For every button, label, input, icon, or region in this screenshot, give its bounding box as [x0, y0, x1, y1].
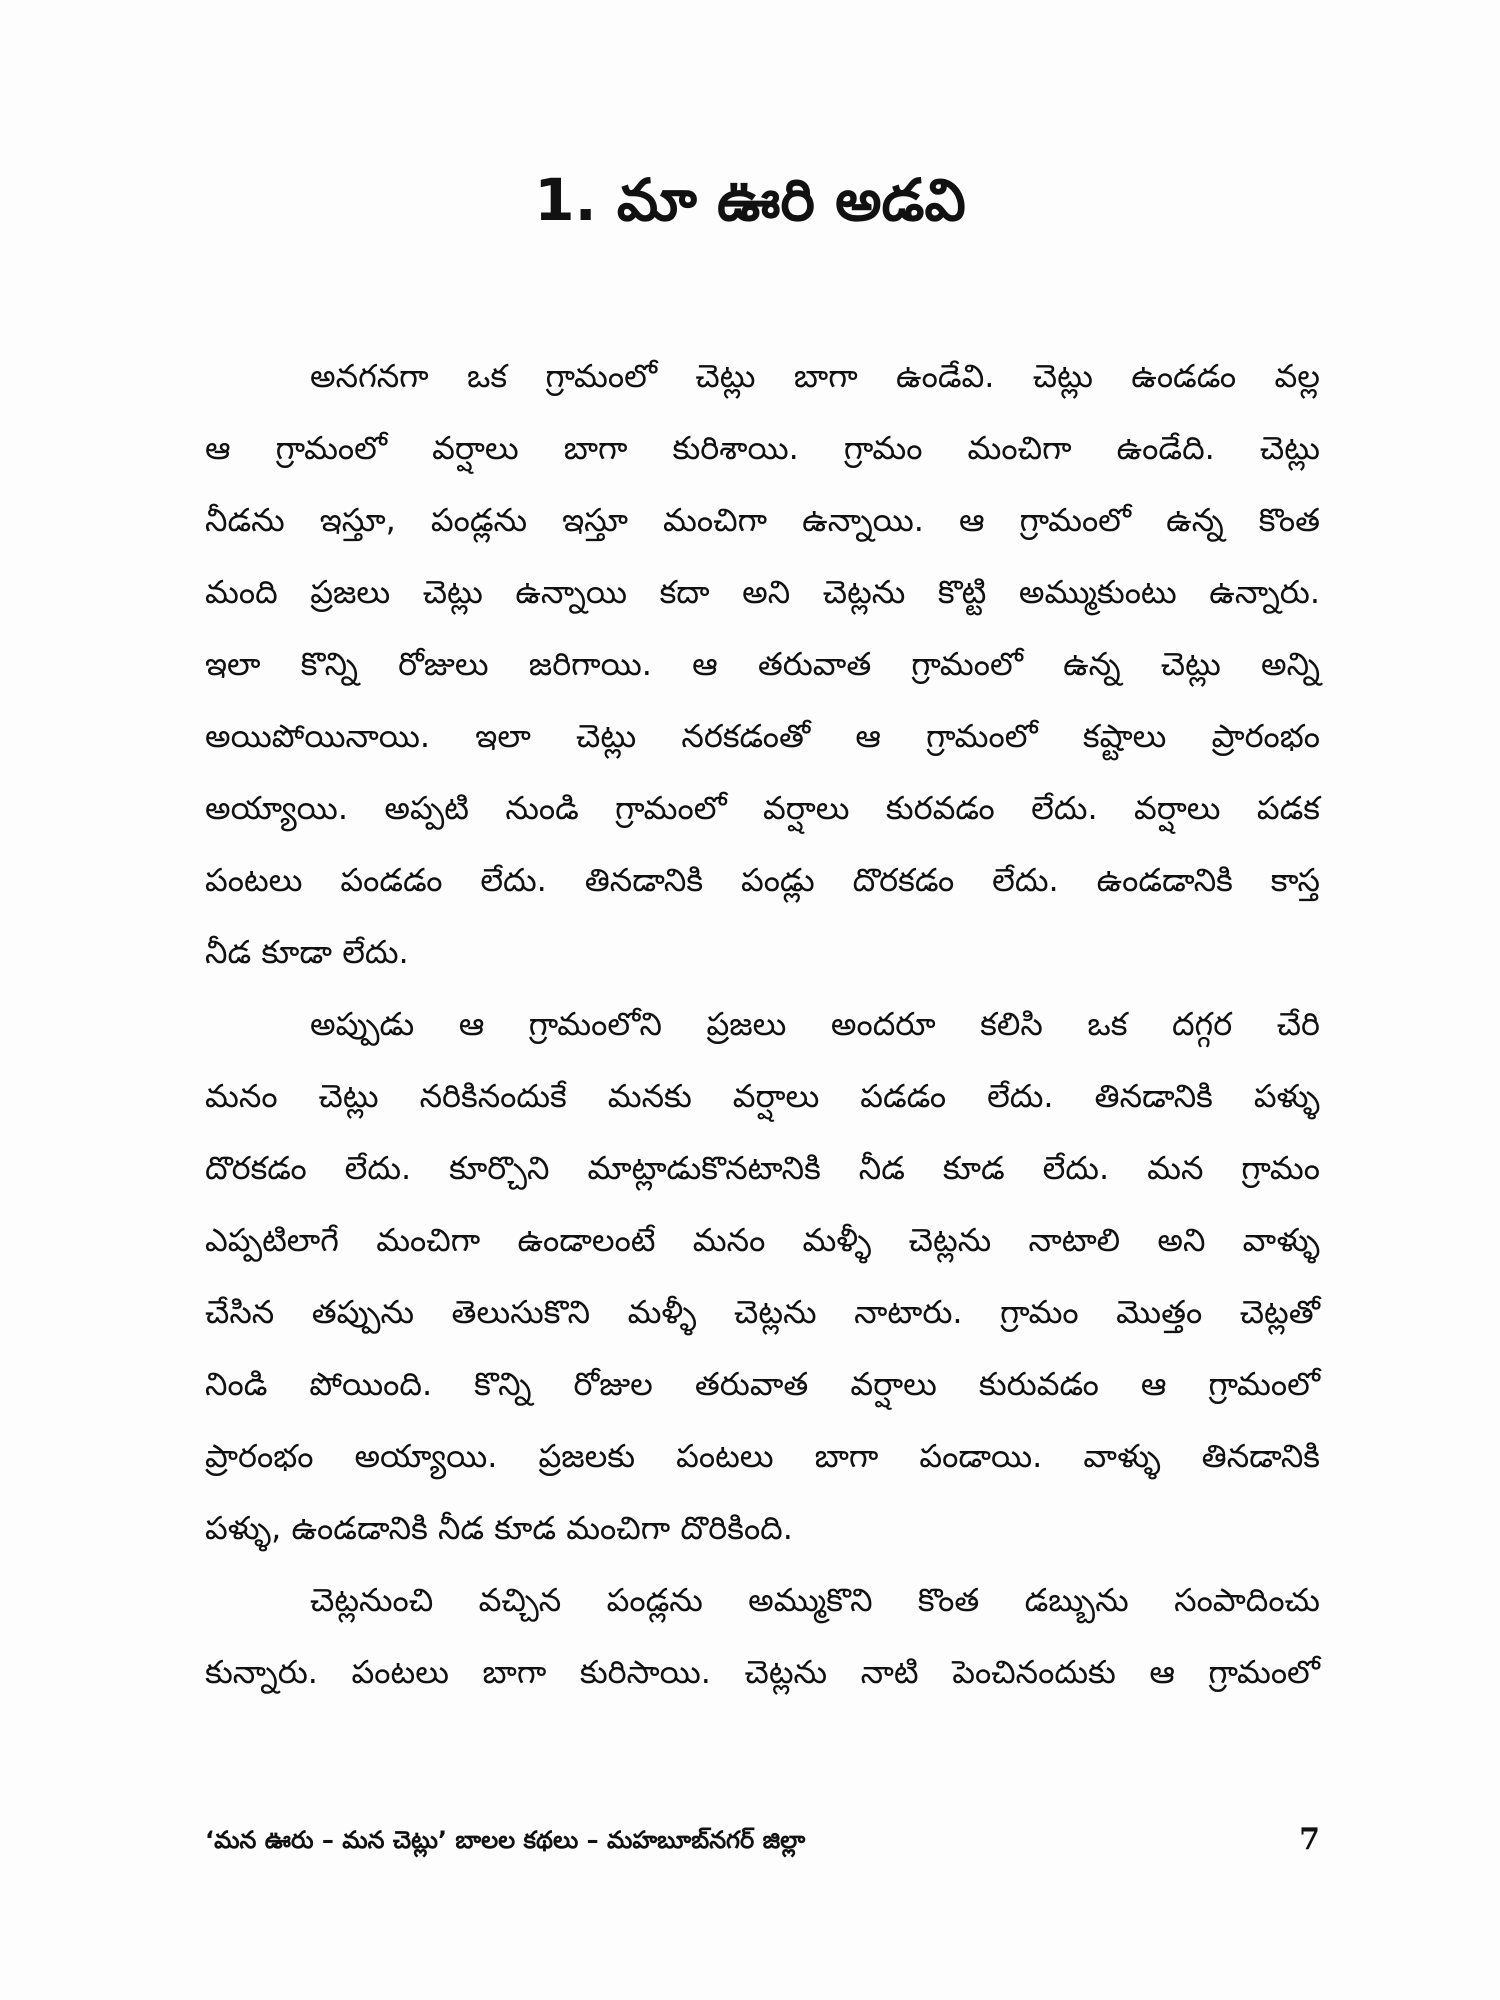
paragraph-3	[205, 1564, 1320, 1708]
text-line: అనగనగా ఒక గ్రామంలో చెట్లు బాగా ఉండేవి. చెట్లు ఉండడం వల్ల	[310, 357, 1320, 395]
text-line: నీడ కూడా లేదు.	[205, 933, 409, 971]
text-line: ఎప్పటిలాగే మంచిగా ఉండాలంటే మనం మళ్ళీ చెట్లను నాటాలి అని వాళ్ళు	[205, 1221, 1320, 1259]
text-line: అయిపోయినాయి. ఇలా చెట్లు నరకడంతో ఆ గ్రామంలో కష్టాలు ప్రారంభం	[205, 717, 1320, 755]
text-line: ఆ గ్రామంలో వర్షాలు బాగా కురిశాయి. గ్రామం మంచిగా ఉండేది. చెట్లు	[205, 429, 1320, 467]
footer-book-title: ‘మన ఊరు – మన చెట్లు’ బాలల కథలు – మహబూబ్‌నగర్ జిల్లా	[205, 1826, 806, 1854]
text-line: మంది ప్రజలు చెట్లు ఉన్నాయి కదా అని చెట్లను కొట్టి అమ్ముకుంటు ఉన్నారు.	[205, 573, 1320, 611]
paragraph-2	[205, 988, 1320, 1564]
paragraph-1	[205, 340, 1320, 988]
text-line: దొరకడం లేదు. కూర్చొని మాట్లాడుకొనటానికి నీడ కూడ లేదు. మన గ్రామం	[205, 1149, 1320, 1187]
text-line: నీడను ఇస్తూ, పండ్లను ఇస్తూ మంచిగా ఉన్నాయి. ఆ గ్రామంలో ఉన్న కొంత	[205, 501, 1320, 539]
text-line: పళ్ళు, ఉండడానికి నీడ కూడ మంచిగా దొరికింది.	[205, 1509, 793, 1547]
text-line: ప్రారంభం అయ్యాయి. ప్రజలకు పంటలు బాగా పండాయి. వాళ్ళు తినడానికి	[205, 1437, 1320, 1475]
text-line: పంటలు పండడం లేదు. తినడానికి పండ్లు దొరకడం లేదు. ఉండడానికి కాస్త	[205, 861, 1320, 899]
page-number: 7	[1299, 1822, 1320, 1857]
text-line: అయ్యాయి. అప్పటి నుండి గ్రామంలో వర్షాలు కురవడం లేదు. వర్షాలు పడక	[205, 789, 1320, 827]
story-body	[205, 340, 1320, 1708]
page-footer	[205, 1815, 1320, 1865]
text-line: అప్పుడు ఆ గ్రామంలోని ప్రజలు అందరూ కలిసి ఒక దగ్గర చేరి	[310, 1005, 1320, 1043]
text-line: ఇలా కొన్ని రోజులు జరిగాయి. ఆ తరువాత గ్రామంలో ఉన్న చెట్లు అన్ని	[205, 645, 1320, 683]
text-line: కున్నారు. పంటలు బాగా కురిసాయి. చెట్లను నాటి పెంచినందుకు ఆ గ్రామంలో	[205, 1653, 1320, 1691]
text-line: నిండి పోయింది. కొన్ని రోజుల తరువాత వర్షాలు కురువడం ఆ గ్రామంలో	[205, 1365, 1320, 1403]
page-title: 1. మా ఊరి అడవి	[534, 166, 966, 234]
text-line: చెట్లనుంచి వచ్చిన పండ్లను అమ్ముకొని కొంత డబ్బును సంపాదించు	[310, 1581, 1320, 1619]
text-line: మనం చెట్లు నరికినందుకే మనకు వర్షాలు పడడం లేదు. తినడానికి పళ్ళు	[205, 1077, 1320, 1115]
text-line: చేసిన తప్పును తెలుసుకొని మళ్ళీ చెట్లను నాటారు. గ్రామం మొత్తం చెట్లతో	[205, 1293, 1320, 1331]
